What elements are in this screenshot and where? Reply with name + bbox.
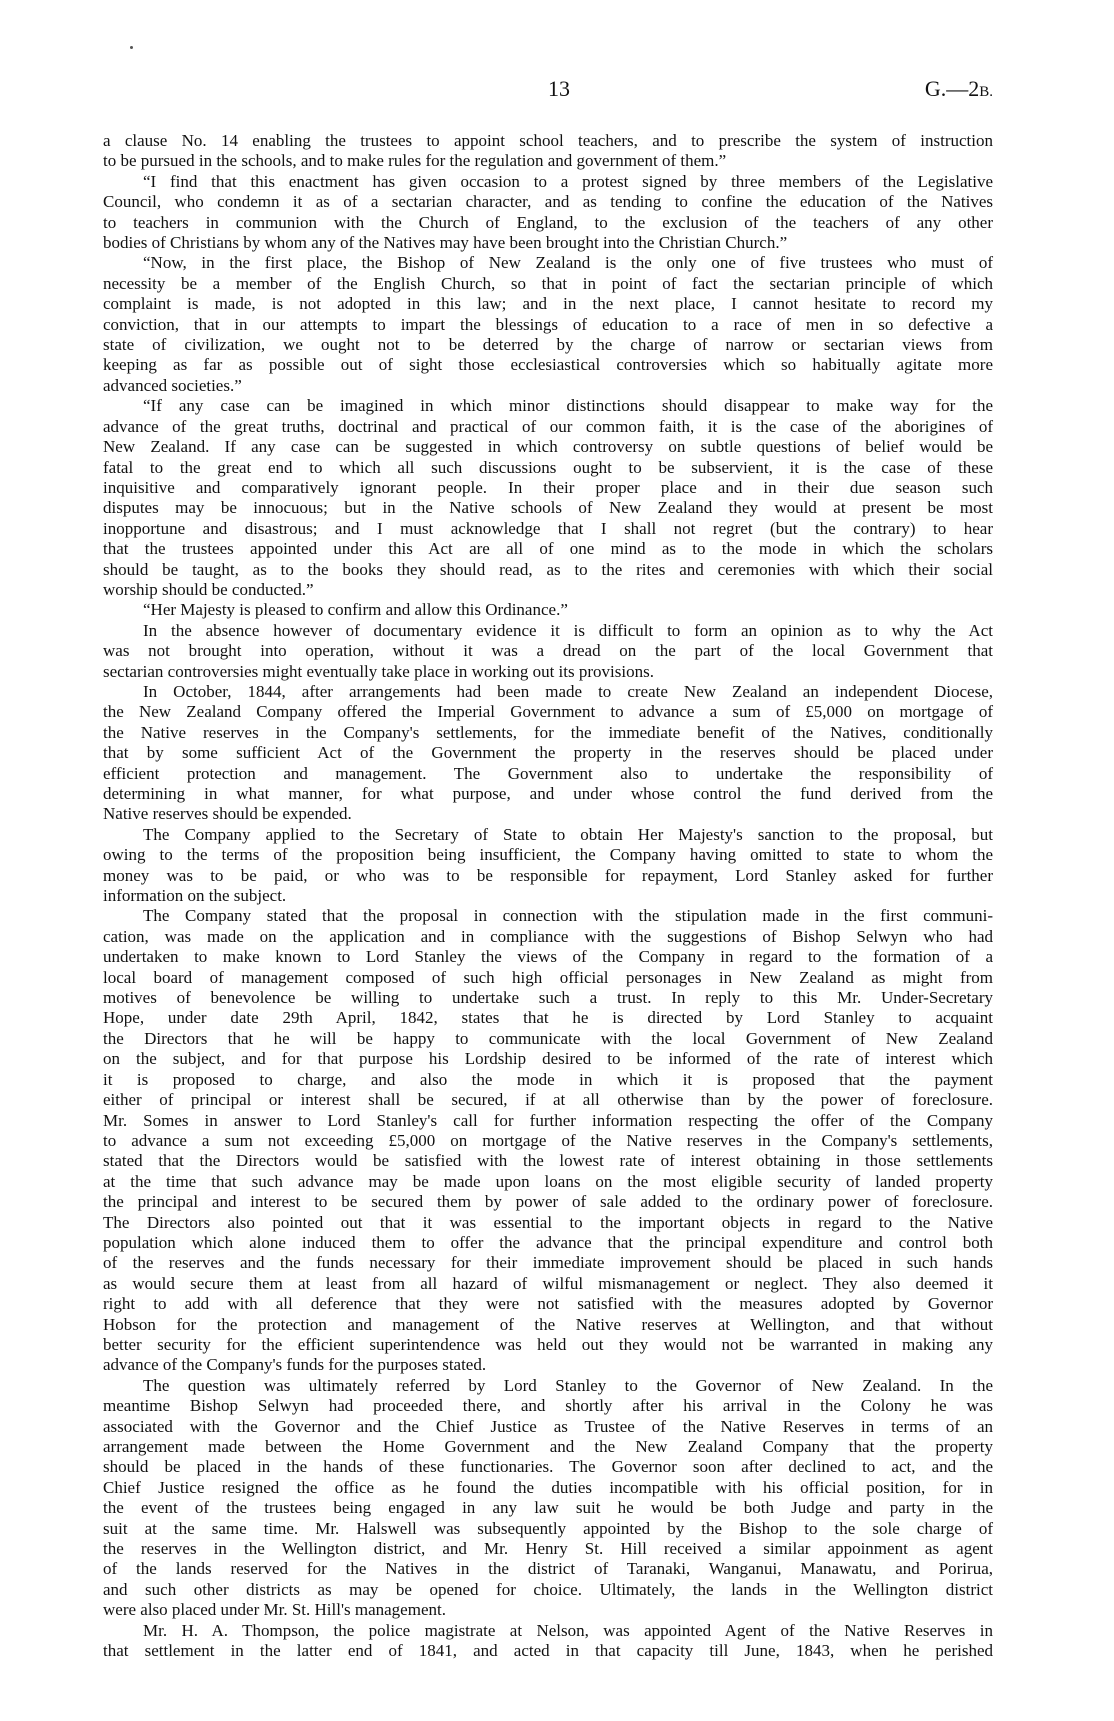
text-line: keeping as far as possible out of sight those ecclesiastical controversies which so habitually agitate more [103, 355, 993, 375]
text-line: was not brought into operation, without it was a dread on the part of the local Government that [103, 641, 993, 661]
text-line: worship should be conducted.” [103, 579, 314, 599]
document-reference [925, 76, 993, 102]
text-line: owing to the terms of the proposition being insufficient, the Company having omitted to state to whom the [103, 845, 993, 865]
text-line: inopportune and disastrous; and I must acknowledge that I shall not regret (but the contrary) to hear [103, 518, 993, 538]
text-line: should be taught, as to the books they should read, as to the rites and ceremonies with which their social [103, 559, 993, 579]
text-line: conviction, that in our attempts to impart the blessings of education to a race of men in so defective a [103, 314, 993, 334]
text-line: of the lands reserved for the Natives in the district of Taranaki, Wanganui, Manawatu, and Porirua, [103, 1559, 993, 1579]
text-line: Hope, under date 29th April, 1842, states that he is directed by Lord Stanley to acquaint [103, 1008, 993, 1028]
text-line: suit at the same time. Mr. Halswell was subsequently appointed by the Bishop to the sole charge of [103, 1518, 993, 1538]
text-line: “Her Majesty is pleased to confirm and allow this Ordinance.” [143, 600, 568, 620]
text-line: right to add with all deference that they were not satisfied with the measures adopted by Governor [103, 1294, 993, 1314]
text-line: bodies of Christians by whom any of the Natives may have been brought into the Christian Church.” [103, 233, 788, 253]
text-line: Chief Justice resigned the office as he found the duties incompatible with his official position, for in [103, 1477, 993, 1497]
text-line: advance of the great truths, doctrinal and practical of our common faith, it is the case of the aborigines of [103, 416, 993, 436]
text-line: efficient protection and management. The Government also to undertake the responsibility of [103, 763, 993, 783]
text-line: on the subject, and for that purpose his Lordship desired to be informed of the rate of interest which [103, 1049, 993, 1069]
text-line: better security for the efficient superintendence was held out they would not be warranted in making any [103, 1334, 993, 1354]
text-line: a clause No. 14 enabling the trustees to appoint school teachers, and to prescribe the system of instruction [103, 131, 993, 150]
text-line: fatal to the great end to which all such discussions ought to be subservient, it is the case of these [103, 457, 993, 477]
text-line: the Native reserves in the Company's settlements, for the immediate benefit of the Natives, conditionally [103, 722, 993, 742]
page-number: 13 [548, 76, 570, 101]
text-line: that by some sufficient Act of the Government the property in the reserves should be placed under [103, 743, 993, 763]
text-line: state of civilization, we ought not to be deterred by the charge of narrow or sectarian views from [103, 335, 993, 355]
text-line: the reserves in the Wellington district, and Mr. Henry St. Hill received a similar appoinment as agent [103, 1539, 993, 1559]
text-line: that the trustees appointed under this Act are all of one mind as to the mode in which the scholars [103, 539, 993, 559]
text-line: were also placed under Mr. St. Hill's management. [103, 1600, 446, 1620]
text-line: disputes may be innocuous; but in the Native schools of New Zealand they would at present be most [103, 498, 993, 518]
text-line: The Company applied to the Secretary of State to obtain Her Majesty's sanction to the proposal, but [143, 824, 993, 844]
text-line: necessity be a member of the English Church, so that in point of fact the sectarian principle of which [103, 273, 993, 293]
text-line: population which alone induced them to offer the advance that the principal expenditure and control both [103, 1232, 993, 1252]
text-line: sectarian controversies might eventually take place in working out its provisions. [103, 661, 654, 681]
text-line: Native reserves should be expended. [103, 804, 352, 824]
text-line: the Directors that he will be happy to communicate with the local Government of New Zealand [103, 1028, 993, 1048]
text-line: The Company stated that the proposal in connection with the stipulation made in the first communi- [143, 906, 993, 926]
text-line: arrangement made between the Home Government and the New Zealand Company that the property [103, 1437, 993, 1456]
text-line: to be pursued in the schools, and to make rules for the regulation and government of them.” [103, 151, 727, 171]
text-line: advance of the Company's funds for the purposes stated. [103, 1355, 487, 1375]
text-line: money was to be paid, or who was to be responsible for repayment, Lord Stanley asked for further [103, 865, 993, 885]
text-line: meantime Bishop Selwyn had proceeded there, and shortly after his arrival in the Colony he was [103, 1396, 993, 1416]
text-line: “Now, in the first place, the Bishop of New Zealand is the only one of five trustees who must of [143, 253, 993, 273]
text-line: to teachers in communion with the Church of England, to the exclusion of the teachers of any other [103, 212, 993, 232]
text-line: should be placed in the hands of these functionaries. The Governor soon after declined to act, and the [103, 1457, 993, 1477]
text-line: “If any case can be imagined in which minor distinctions should disappear to make way for the [143, 396, 993, 416]
text-line: that settlement in the latter end of 1841, and acted in that capacity till June, 1843, when he perished [103, 1641, 993, 1661]
text-line: cation, was made on the application and in compliance with the suggestions of Bishop Selwyn who had [103, 926, 993, 946]
reference-main: G.—2 [924, 76, 980, 101]
text-line: New Zealand. If any case can be suggested in which controversy on subtle questions of belief would be [103, 437, 993, 457]
text-line: Council, who condemn it as of a sectarian character, and as tending to confine the education of the Natives [103, 192, 993, 212]
text-line: at the time that such advance may be made upon loans on the most eligible security of landed property [103, 1171, 993, 1191]
text-line: motives of benevolence be willing to undertake such a trust. In reply to this Mr. Under-Secretary [103, 988, 993, 1008]
text-line: it is proposed to charge, and also the mode in which it is proposed that the payment [103, 1069, 993, 1089]
text-line: The Directors also pointed out that it was essential to the important objects in regard to the Native [103, 1212, 993, 1232]
text-line: as would secure them at least from all hazard of wilful mismanagement or neglect. They also deemed it [103, 1273, 993, 1293]
scan-speck [130, 46, 133, 49]
text-line: and such other districts as may be opened for choice. Ultimately, the lands in the Wellington district [103, 1579, 993, 1599]
text-line: Mr. Somes in answer to Lord Stanley's call for further information respecting the offer of the Company [103, 1110, 993, 1130]
text-line: Mr. H. A. Thompson, the police magistrate at Nelson, was appointed Agent of the Native Reserves in [143, 1620, 993, 1640]
text-line: either of principal or interest shall be secured, if at all otherwise than by the power of foreclosure. [103, 1090, 993, 1110]
reference-suffix: B. [979, 84, 993, 100]
text-line: the New Zealand Company offered the Imperial Government to advance a sum of £5,000 on mortgage of [103, 702, 993, 722]
text-line: Hobson for the protection and management of the Native reserves at Wellington, and that without [103, 1314, 993, 1334]
text-line: In the absence however of documentary evidence it is difficult to form an opinion as to why the Act [143, 620, 993, 640]
text-line: inquisitive and comparatively ignorant people. In their proper place and in their due season such [103, 477, 993, 497]
text-line: local board of management composed of such high official personages in New Zealand as might from [103, 967, 993, 987]
text-line: the principal and interest to be secured them by power of sale added to the ordinary power of foreclosure. [103, 1192, 993, 1212]
text-line: information on the subject. [103, 886, 287, 906]
text-line: to advance a sum not exceeding £5,000 on mortgage of the Native reserves in the Company's settlements, [103, 1130, 993, 1150]
text-line: associated with the Governor and the Chief Justice as Trustee of the Native Reserves in terms of an [103, 1416, 993, 1436]
text-line: undertaken to make known to Lord Stanley the views of the Company in regard to the formation of a [103, 947, 993, 967]
text-line: the event of the trustees being engaged in any law suit he would be both Judge and party in the [103, 1498, 993, 1518]
text-line: of the reserves and the funds necessary for their immediate improvement should be placed in such hands [103, 1253, 993, 1273]
text-line: complaint is made, is not adopted in this law; and in the next place, I cannot hesitate to record my [103, 294, 993, 314]
document-body [103, 131, 993, 1661]
text-line: “I find that this enactment has given occasion to a protest signed by three members of the Legislative [143, 171, 993, 191]
text-line: determining in what manner, for what purpose, and under whose control the fund derived from the [103, 784, 993, 803]
text-line: The question was ultimately referred by Lord Stanley to the Governor of New Zealand. In the [143, 1375, 993, 1395]
text-line: advanced societies.” [103, 375, 242, 395]
text-line: stated that the Directors would be satisfied with the lowest rate of interest obtaining in those settlements [103, 1151, 993, 1171]
text-line: In October, 1844, after arrangements had been made to create New Zealand an independent Diocese, [143, 681, 993, 701]
